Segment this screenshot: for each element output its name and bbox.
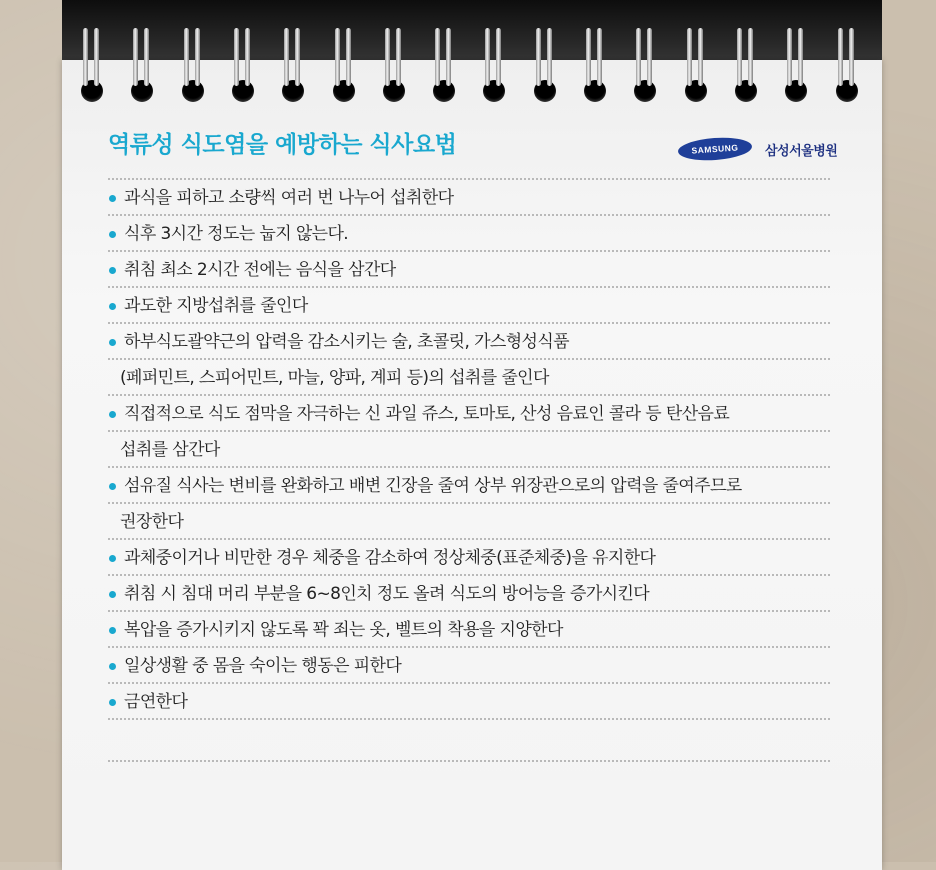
ring-wire xyxy=(647,28,652,86)
list-item-text: (페퍼민트, 스피어민트, 마늘, 양파, 계피 등)의 섭취를 줄인다 xyxy=(120,368,549,388)
ring-wire xyxy=(485,28,490,86)
ring-wire xyxy=(446,28,451,86)
bullet-icon xyxy=(109,195,116,202)
bullet-icon xyxy=(109,699,116,706)
list-item-text: 금연한다 xyxy=(124,692,188,712)
ring-wire xyxy=(234,28,239,86)
ring-wire xyxy=(838,28,843,86)
ring-wire xyxy=(245,28,250,86)
spiral-binding xyxy=(62,0,882,110)
binding-ring xyxy=(80,28,106,98)
ring-wire xyxy=(798,28,803,86)
bullet-icon xyxy=(109,231,116,238)
binding-ring xyxy=(633,28,659,98)
ring-wire xyxy=(787,28,792,86)
list-item-text: 직접적으로 식도 점막을 자극하는 신 과일 쥬스, 토마토, 산성 음료인 콜라 등 탄산음료 xyxy=(124,404,730,424)
ring-wire xyxy=(133,28,138,86)
list-item-text: 복압을 증가시키지 않도록 꽉 죄는 옷, 벨트의 착용을 지양한다 xyxy=(124,620,563,640)
list-item-continuation xyxy=(108,432,830,468)
binding-ring xyxy=(281,28,307,98)
ring-wire xyxy=(547,28,552,86)
ring-wire xyxy=(346,28,351,86)
hospital-name: 삼성서울병원 xyxy=(765,144,838,159)
ring-wire xyxy=(83,28,88,86)
samsung-hospital-logo xyxy=(678,138,838,162)
list-item xyxy=(108,216,830,252)
list-item-text: 과식을 피하고 소량씩 여러 번 나누어 섭취한다 xyxy=(124,188,454,208)
binding-ring xyxy=(130,28,156,98)
ring-wire xyxy=(195,28,200,86)
binding-ring xyxy=(231,28,257,98)
bullet-icon xyxy=(109,339,116,346)
ring-wire xyxy=(435,28,440,86)
binding-ring xyxy=(533,28,559,98)
empty-ruled-line xyxy=(108,720,830,762)
binding-ring xyxy=(482,28,508,98)
list-item-continuation xyxy=(108,360,830,396)
list-item-text: 취침 최소 2시간 전에는 음식을 삼간다 xyxy=(124,260,396,280)
ring-wire xyxy=(496,28,501,86)
list-item-text: 섬유질 식사는 변비를 완화하고 배변 긴장을 줄여 상부 위장관으로의 압력을 줄여주므로 xyxy=(124,476,742,496)
list-item-text: 권장한다 xyxy=(120,512,184,532)
list-item xyxy=(108,180,830,216)
list-item-text: 일상생활 중 몸을 숙이는 행동은 피한다 xyxy=(124,656,402,676)
binding-ring xyxy=(332,28,358,98)
ring-wire xyxy=(335,28,340,86)
ring-wire xyxy=(849,28,854,86)
bullet-icon xyxy=(109,483,116,490)
ring-wire xyxy=(284,28,289,86)
bullet-icon xyxy=(109,411,116,418)
list-item xyxy=(108,468,830,504)
ring-wire xyxy=(295,28,300,86)
list-item xyxy=(108,612,830,648)
list-item-text: 과도한 지방섭취를 줄인다 xyxy=(124,296,308,316)
ring-wire xyxy=(586,28,591,86)
binding-ring xyxy=(382,28,408,98)
bullet-icon xyxy=(109,627,116,634)
list-item-text: 섭취를 삼간다 xyxy=(120,440,220,460)
samsung-logo-mark: SAMSUNG xyxy=(677,135,752,162)
bullet-icon xyxy=(109,267,116,274)
list-item xyxy=(108,252,830,288)
list-item-text: 과체중이거나 비만한 경우 체중을 감소하여 정상체중(표준체중)을 유지한다 xyxy=(124,548,656,568)
bullet-icon xyxy=(109,663,116,670)
list-item xyxy=(108,288,830,324)
ring-wire xyxy=(698,28,703,86)
ring-wire xyxy=(687,28,692,86)
bullet-icon xyxy=(109,591,116,598)
list-item-text: 식후 3시간 정도는 눕지 않는다. xyxy=(124,224,349,244)
list-item xyxy=(108,324,830,360)
ring-wire xyxy=(144,28,149,86)
binding-ring xyxy=(432,28,458,98)
list-item xyxy=(108,396,830,432)
list-item xyxy=(108,648,830,684)
page-title: 역류성 식도염을 예방하는 식사요법 xyxy=(108,132,457,158)
binding-ring xyxy=(784,28,810,98)
diet-tips-list xyxy=(108,178,830,762)
ring-wire xyxy=(94,28,99,86)
ring-wire xyxy=(748,28,753,86)
ring-wire xyxy=(385,28,390,86)
binding-ring xyxy=(835,28,861,98)
ring-wire xyxy=(184,28,189,86)
binding-ring xyxy=(181,28,207,98)
list-item xyxy=(108,540,830,576)
list-item-text: 취침 시 침대 머리 부분을 6~8인치 정도 올려 식도의 방어능을 증가시킨다 xyxy=(124,584,650,604)
list-item xyxy=(108,576,830,612)
ring-wire xyxy=(636,28,641,86)
ring-wire xyxy=(536,28,541,86)
binding-ring xyxy=(583,28,609,98)
binding-ring xyxy=(684,28,710,98)
binding-ring xyxy=(734,28,760,98)
bullet-icon xyxy=(109,303,116,310)
ring-wire xyxy=(737,28,742,86)
list-item-continuation xyxy=(108,504,830,540)
header xyxy=(108,126,838,166)
ring-wire xyxy=(597,28,602,86)
ring-wire xyxy=(396,28,401,86)
list-item-text: 하부식도괄약근의 압력을 감소시키는 술, 초콜릿, 가스형성식품 xyxy=(124,332,569,352)
list-item xyxy=(108,684,830,720)
bullet-icon xyxy=(109,555,116,562)
